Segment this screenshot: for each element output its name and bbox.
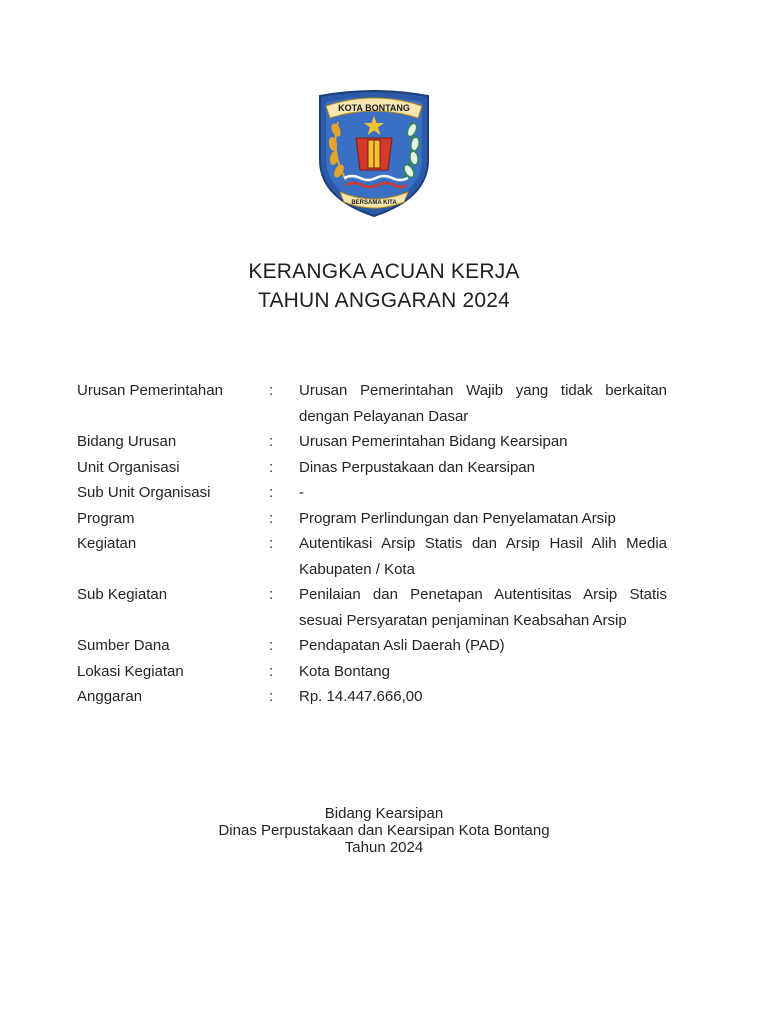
detail-row-program: [77, 506, 667, 532]
detail-value: Urusan Pemerintahan Bidang Kearsipan: [299, 433, 568, 450]
detail-row-urusan-pemerintahan: [77, 378, 667, 429]
detail-row-unit-organisasi: [77, 455, 667, 481]
kota-bontang-logo: [312, 86, 436, 218]
detail-value: Urusan Pemerintahan Wajib yang tidak berkaitan dengan Pelayanan Dasar: [299, 382, 667, 425]
details-table: [77, 378, 667, 710]
detail-colon: :: [269, 662, 274, 680]
detail-label: Sub Unit Organisasi: [77, 484, 211, 501]
detail-label: Urusan Pemerintahan: [77, 382, 223, 399]
footer-line-1: Bidang Kearsipan: [324, 805, 444, 822]
detail-value: Program Perlindungan dan Penyelamatan Arsip: [299, 509, 616, 527]
logo-top-text: KOTA BONTANG: [338, 103, 410, 113]
detail-colon: :: [269, 509, 274, 527]
detail-row-anggaran: [77, 684, 667, 710]
detail-colon: :: [269, 484, 274, 501]
detail-row-sub-kegiatan: [77, 582, 667, 633]
document-footer: [0, 805, 768, 856]
detail-row-sumber-dana: [77, 633, 667, 659]
detail-colon: :: [269, 458, 274, 476]
detail-value: Autentikasi Arsip Statis dan Arsip Hasil Alih Media Kabupaten / Kota: [299, 535, 667, 578]
detail-value: -: [299, 484, 304, 501]
detail-label: Sumber Dana: [77, 637, 170, 654]
logo-bottom-text: BERSAMA KITA: [351, 200, 397, 206]
detail-colon: :: [269, 688, 274, 705]
detail-label: Kegiatan: [77, 535, 137, 552]
detail-value: Pendapatan Asli Daerah (PAD): [299, 637, 505, 654]
title-line-2: TAHUN ANGGARAN 2024: [258, 289, 510, 312]
detail-label: Lokasi Kegiatan: [77, 662, 184, 680]
detail-colon: :: [269, 433, 274, 450]
title-line-1: KERANGKA ACUAN KERJA: [248, 260, 520, 283]
detail-row-kegiatan: [77, 531, 667, 582]
detail-label: Bidang Urusan: [77, 433, 177, 450]
detail-colon: :: [269, 637, 274, 654]
detail-colon: :: [269, 382, 274, 399]
document-title: [0, 257, 768, 315]
detail-value: Rp. 14.447.666,00: [299, 688, 423, 705]
detail-value: Penilaian dan Penetapan Autentisitas Arsip Statis sesuai Persyaratan penjaminan Keabsahan Arsip: [299, 586, 667, 629]
detail-colon: :: [269, 586, 274, 603]
detail-row-sub-unit-organisasi: [77, 480, 667, 506]
detail-row-bidang-urusan: [77, 429, 667, 455]
detail-label: Anggaran: [77, 688, 143, 705]
detail-value: Kota Bontang: [299, 662, 390, 680]
detail-colon: :: [269, 535, 274, 552]
footer-line-2: Dinas Perpustakaan dan Kearsipan Kota Bontang: [218, 822, 550, 839]
detail-row-lokasi-kegiatan: [77, 659, 667, 685]
detail-label: Program: [77, 509, 135, 527]
detail-label: Sub Kegiatan: [77, 586, 168, 603]
detail-value: Dinas Perpustakaan dan Kearsipan: [299, 458, 535, 476]
footer-line-3: Tahun 2024: [344, 839, 424, 856]
detail-label: Unit Organisasi: [77, 458, 180, 476]
